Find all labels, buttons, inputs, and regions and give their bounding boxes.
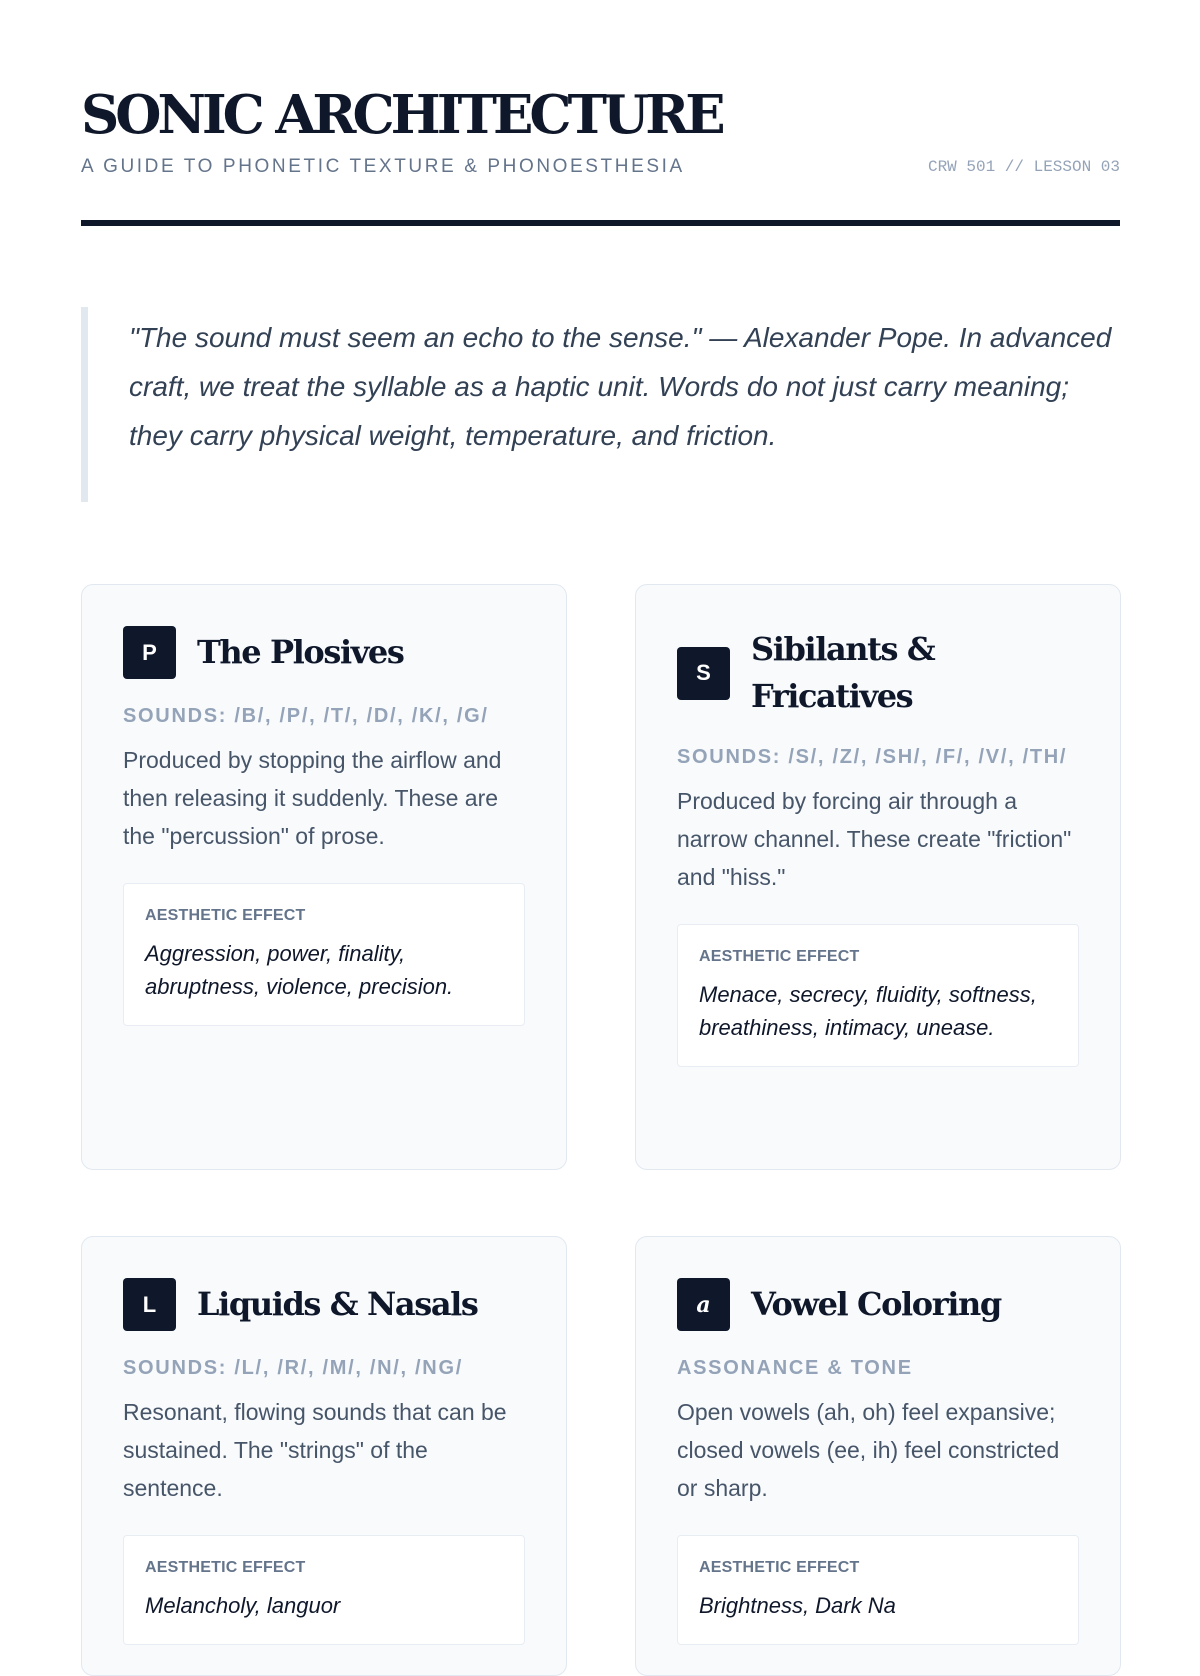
effect-label: AESTHETIC EFFECT bbox=[699, 948, 860, 965]
card-sounds: SOUNDS: /S/, /Z/, /SH/, /F/, /V/, /TH/ bbox=[677, 746, 1068, 768]
effect-text: Melancholy, languor bbox=[145, 1593, 341, 1618]
subtitle-row bbox=[81, 154, 1120, 180]
card-badge: S bbox=[677, 647, 730, 700]
card-title: Liquids & Nasals bbox=[197, 1285, 478, 1323]
card-vowel-coloring bbox=[635, 1236, 1121, 1676]
effect-label: AESTHETIC EFFECT bbox=[699, 1559, 860, 1576]
card-sibilants-fricatives bbox=[635, 584, 1121, 1170]
card-sounds: SOUNDS: /B/, /P/, /T/, /D/, /K/, /G/ bbox=[123, 705, 489, 727]
quote-text: "The sound must seem an echo to the sense." — Alexander Pope. In advanced craft, we treat the syllable as a haptic unit. Words do not just carry meaning; they carry physical weight, temperature, and friction. bbox=[129, 322, 1112, 451]
header-divider bbox=[81, 220, 1120, 226]
effect-text: Menace, secrecy, fluidity, softness, breathiness, intimacy, unease. bbox=[699, 982, 1037, 1040]
effect-text: Aggression, power, finality, abruptness, violence, precision. bbox=[145, 941, 454, 999]
card-badge: P bbox=[123, 626, 176, 679]
card-title: Sibilants & Fricatives bbox=[751, 630, 935, 715]
card-plosives bbox=[81, 584, 567, 1170]
card-description: Produced by forcing air through a narrow channel. These create "friction" and "hiss." bbox=[677, 788, 1072, 890]
effect-label: AESTHETIC EFFECT bbox=[145, 907, 306, 924]
card-header bbox=[123, 626, 525, 679]
course-code: CRW 501 // LESSON 03 bbox=[927, 158, 1120, 176]
page-subtitle: A GUIDE TO PHONETIC TEXTURE & PHONOESTHESIA bbox=[81, 156, 685, 177]
card-description: Produced by stopping the airflow and then releasing it suddenly. These are the "percussion" of prose. bbox=[123, 747, 502, 849]
card-title: The Plosives bbox=[197, 633, 404, 671]
aesthetic-effect-box bbox=[677, 1535, 1079, 1645]
aesthetic-effect-box bbox=[123, 1535, 525, 1645]
card-header bbox=[677, 1278, 1079, 1331]
card-description: Resonant, flowing sounds that can be sustained. The "strings" of the sentence. bbox=[123, 1399, 507, 1501]
effect-label: AESTHETIC EFFECT bbox=[145, 1559, 306, 1576]
card-badge: L bbox=[123, 1278, 176, 1331]
page-header bbox=[81, 82, 1120, 177]
card-header bbox=[123, 1278, 525, 1331]
effect-text: Brightness, Dark Na bbox=[699, 1593, 896, 1618]
page-title: SONIC ARCHITECTURE bbox=[81, 84, 722, 146]
card-title: Vowel Coloring bbox=[751, 1285, 1001, 1323]
aesthetic-effect-box bbox=[123, 883, 525, 1026]
card-header bbox=[677, 626, 1079, 720]
intro-blockquote bbox=[81, 307, 1120, 502]
card-sounds: SOUNDS: /L/, /R/, /M/, /N/, /NG/ bbox=[123, 1357, 463, 1379]
card-subheading: ASSONANCE & TONE bbox=[677, 1357, 913, 1379]
card-description: Open vowels (ah, oh) feel expansive; closed vowels (ee, ih) feel constricted or sharp. bbox=[677, 1399, 1060, 1501]
card-badge: a bbox=[677, 1278, 730, 1331]
card-liquids-nasals bbox=[81, 1236, 567, 1676]
aesthetic-effect-box bbox=[677, 924, 1079, 1067]
